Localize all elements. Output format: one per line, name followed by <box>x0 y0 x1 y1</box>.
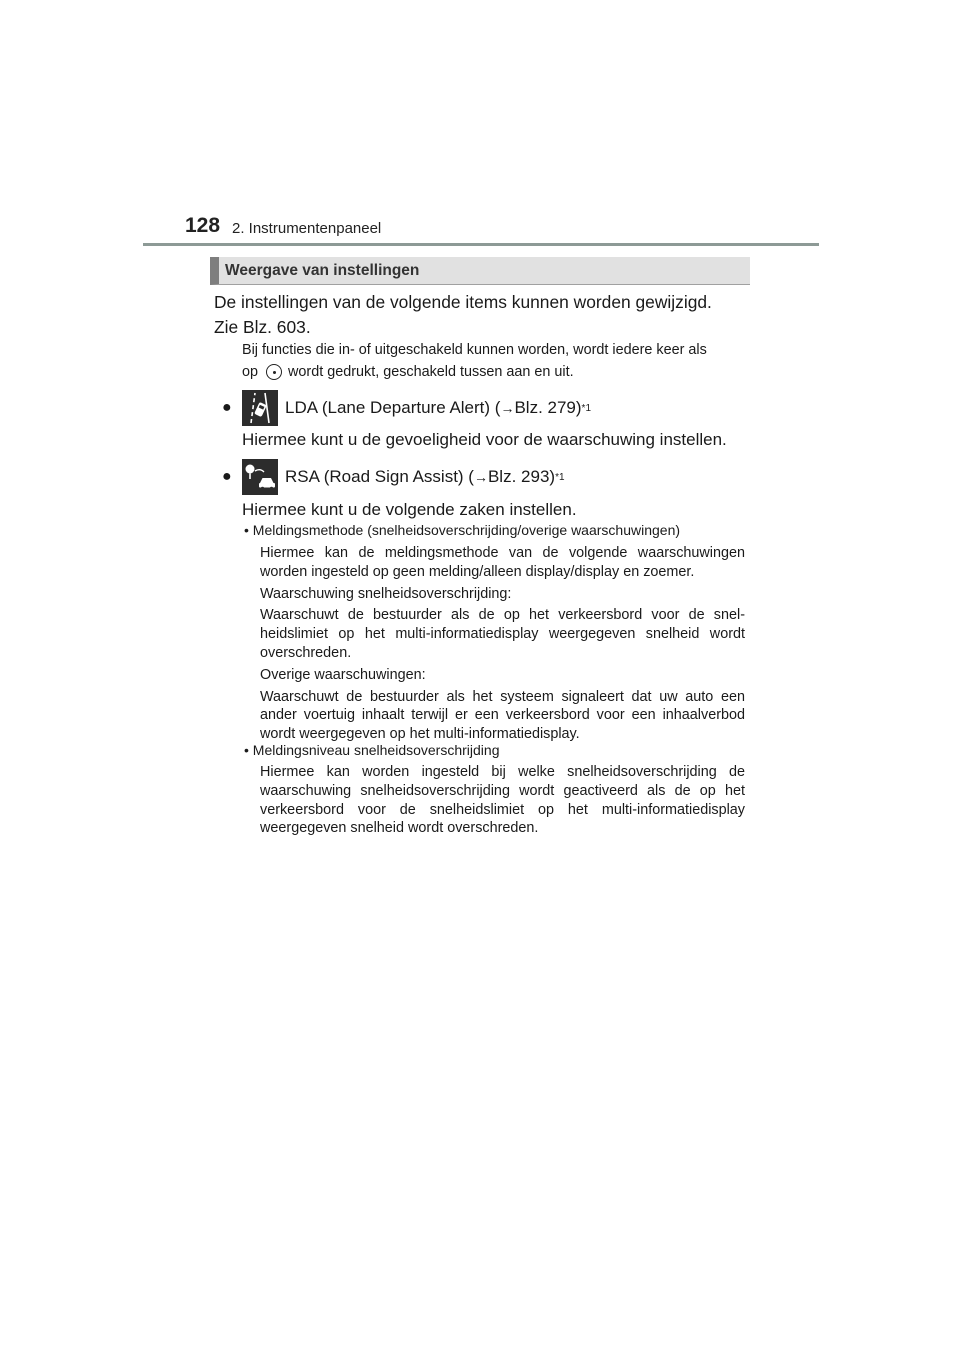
subitem-paragraph: Hiermee kan de meldingsmethode van de volgende waarschuwingen worden ingesteld op geen melding/alleen display/display en zoemer. <box>260 545 745 580</box>
item-lda-heading <box>222 390 591 426</box>
section-heading-text: Weergave van instellingen <box>225 262 420 279</box>
subitem-paragraph: Waarschuwt de bestuurder als het systeem signaleert dat uw auto een ander voertuig inhaalt terwijl er een verkeersbord voor een inhaalverbod wordt weergegeven op het multi-informatiedisplay. <box>260 688 745 743</box>
subitem-body <box>260 544 745 747</box>
note-line-2 <box>242 361 746 383</box>
rsa-icon <box>242 459 278 495</box>
subitem-paragraph: Overige waarschuwingen: <box>260 666 426 683</box>
page-number: 128 <box>185 214 221 237</box>
note-line-1: Bij functies die in- of uitgeschakeld kunnen worden, wordt iedere keer als <box>242 342 707 358</box>
header-divider <box>143 243 819 246</box>
enter-button-icon <box>266 364 282 380</box>
intro-line-2: Zie Blz. 603. <box>214 317 311 337</box>
footnote-mark: *1 <box>555 471 565 483</box>
subitem-title: • Meldingsmethode (snelheidsoverschrijding/overige waarschuwingen) <box>244 522 681 538</box>
bullet: ● <box>222 399 232 416</box>
chapter-title: 2. Instrumentenpaneel <box>232 220 382 237</box>
subitem-title: • Meldingsniveau snelheidsoverschrijding <box>244 742 500 758</box>
intro-line-1: De instellingen van de volgende items kunnen worden gewijzigd. <box>214 292 712 312</box>
item-rsa-title: RSA (Road Sign Assist) ( <box>285 467 474 486</box>
lda-icon <box>242 390 278 426</box>
bullet: ● <box>222 468 232 485</box>
item-rsa-page-ref[interactable]: Blz. 293) <box>487 467 556 486</box>
section-heading <box>210 257 750 285</box>
subitem-body <box>260 763 745 841</box>
item-lda-title: LDA (Lane Departure Alert) ( <box>285 398 501 417</box>
note-paragraph <box>242 339 746 383</box>
note-line-2-prefix: op <box>242 364 259 380</box>
arrow-icon: → <box>500 400 515 416</box>
footnote-mark: *1 <box>581 402 591 414</box>
subitem-paragraph: Waarschuwing snelheidsoverschrijding: <box>260 585 512 602</box>
subitem-paragraph: Hiermee kan worden ingesteld bij welke snelheidsoverschrijding de waarschuwing snelheidsoverschrijding wordt geactiveerd als de op het verkeersbord voor de snelheidslimiet op het multi-informatiedisplay weergegeven snelheid wordt overschreden. <box>260 764 745 837</box>
item-lda-page-ref[interactable]: Blz. 279) <box>514 398 582 417</box>
item-lda-description: Hiermee kunt u de gevoeligheid voor de waarschuwing instellen. <box>242 430 727 449</box>
item-rsa-heading <box>222 459 565 495</box>
arrow-icon: → <box>473 469 488 485</box>
intro-paragraph <box>214 290 754 340</box>
subitem-paragraph: Waarschuwt de bestuurder als de op het verkeersbord voor de snel-heidslimiet op het multi-informatiedisplay weergegeven snelheid wordt overschreden. <box>260 607 745 661</box>
note-line-2-suffix: wordt gedrukt, geschakeld tussen aan en uit. <box>288 364 574 380</box>
item-rsa-description: Hiermee kunt u de volgende zaken instellen. <box>242 500 577 519</box>
